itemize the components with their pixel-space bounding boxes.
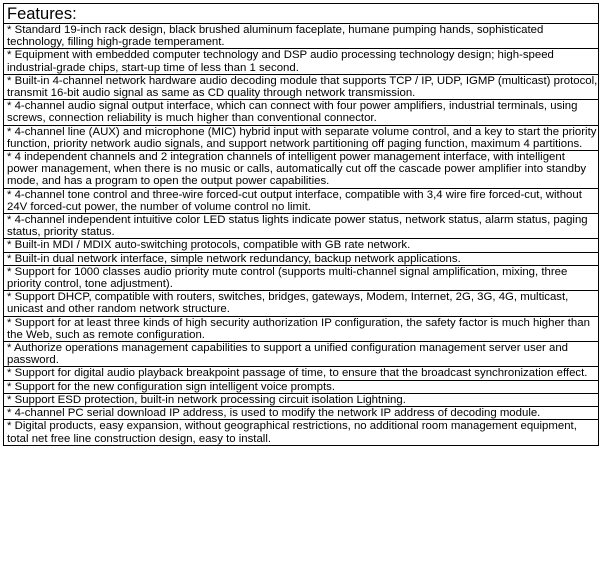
feature-hybrid-input: * 4-channel line (AUX) and microphone (MIC) hybrid input with separate volume control, and a key to start the priority function, priority network audio signals, and support network partitioning off paging function, maximum 4 partitions.	[4, 125, 599, 150]
feature-breakpoint-playback: * Support for digital audio playback breakpoint passage of time, to ensure that the broadcast synchronization effect.	[4, 367, 599, 380]
features-table	[3, 3, 599, 446]
table-row	[4, 239, 599, 252]
table-row	[4, 342, 599, 367]
feature-dual-network: * Built-in dual network interface, simple network redundancy, backup network applications.	[4, 252, 599, 265]
feature-embedded-dsp: * Equipment with embedded computer technology and DSP audio processing technology design; high-speed industrial-grade chips, start-up time of less than 1 second.	[4, 49, 599, 74]
table-row	[4, 393, 599, 406]
feature-dhcp: * Support DHCP, compatible with routers, switches, bridges, gateways, Modem, Internet, 2G, 3G, 4G, multicast, unicast and other random network structure.	[4, 291, 599, 316]
table-row	[4, 380, 599, 393]
table-row	[4, 367, 599, 380]
feature-priority-mute: * Support for 1000 classes audio priority mute control (supports multi-channel signal amplification, mixing, three priority control, tone adjustment).	[4, 265, 599, 290]
table-row	[4, 316, 599, 341]
table-row	[4, 24, 599, 49]
table-row	[4, 407, 599, 420]
table-row	[4, 188, 599, 213]
feature-ip-authorization: * Support for at least three kinds of high security authorization IP configuration, the safety factor is much higher than the Web, such as remote configuration.	[4, 316, 599, 341]
feature-output-interface: * 4-channel audio signal output interface, which can connect with four power amplifiers, industrial terminals, using screws, connection reliability is much higher than conventional connector.	[4, 100, 599, 125]
features-heading: Features:	[4, 4, 599, 24]
table-row	[4, 252, 599, 265]
feature-esd-protection: * Support ESD protection, built-in network processing circuit isolation Lightning.	[4, 393, 599, 406]
feature-audio-decoding: * Built-in 4-channel network hardware audio decoding module that supports TCP / IP, UDP, IGMP (multicast) protocol, transmit 16-bit audio signal as same as CD quality through network transmission.	[4, 74, 599, 99]
feature-voice-prompts: * Support for the new configuration sign intelligent voice prompts.	[4, 380, 599, 393]
table-row	[4, 214, 599, 239]
feature-led-status: * 4-channel independent intuitive color LED status lights indicate power status, network status, alarm status, paging status, priority status.	[4, 214, 599, 239]
table-row	[4, 151, 599, 189]
feature-power-management: * 4 independent channels and 2 integration channels of intelligent power management interface, with intelligent power management, when there is no music or calls, automatically cut off the cascade power amplifier into standby mode, and has a program to open the output power capabilities.	[4, 151, 599, 189]
table-row	[4, 265, 599, 290]
feature-serial-download: * 4-channel PC serial download IP address, is used to modify the network IP address of decoding module.	[4, 407, 599, 420]
table-row	[4, 100, 599, 125]
table-row	[4, 125, 599, 150]
feature-rack-design: * Standard 19-inch rack design, black brushed aluminum faceplate, humane pumping hands, sophisticated technology, filling high-grade temperament.	[4, 24, 599, 49]
feature-operations-management: * Authorize operations management capabilities to support a unified configuration management server user and password.	[4, 342, 599, 367]
feature-tone-control: * 4-channel tone control and three-wire forced-cut output interface, compatible with 3,4 wire fire forced-cut, without 24V forced-cut power, the number of volume control no limit.	[4, 188, 599, 213]
table-row	[4, 291, 599, 316]
table-row	[4, 74, 599, 99]
table-row	[4, 420, 599, 445]
title-row	[4, 4, 599, 24]
feature-mdi-mdix: * Built-in MDI / MDIX auto-switching protocols, compatible with GB rate network.	[4, 239, 599, 252]
table-row	[4, 49, 599, 74]
feature-easy-expansion: * Digital products, easy expansion, without geographical restrictions, no additional room management equipment, total net free line construction design, easy to install.	[4, 420, 599, 445]
